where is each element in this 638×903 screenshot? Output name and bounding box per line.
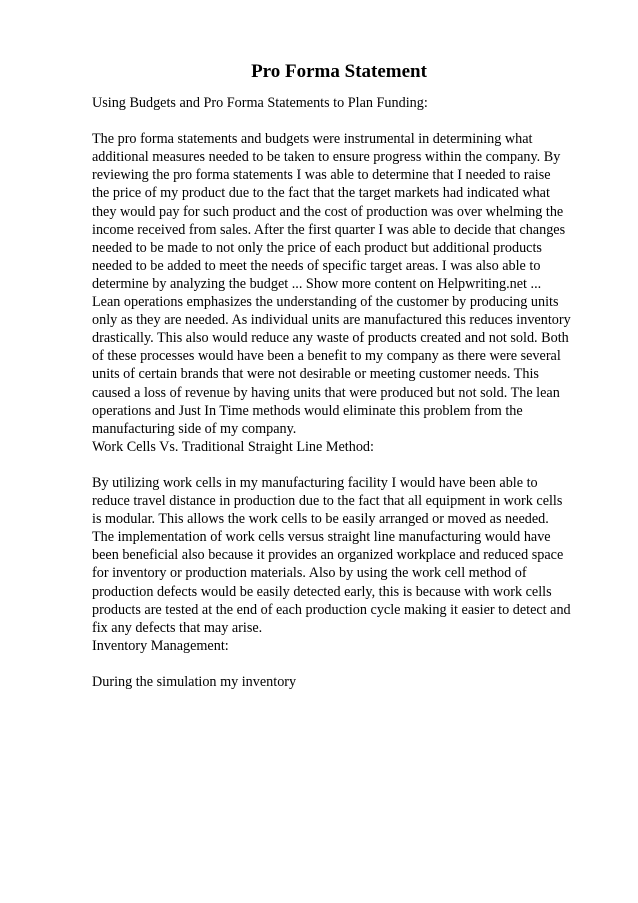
paragraph-budgets: The pro forma statements and budgets were instrumental in determining what additional measures needed to be taken to ensure progress within the company. By reviewing the pro forma statements I was able to determine that I needed to raise the price of my product due to the fact that the target markets had indicated what they would pay for such product and the cost of production was over whelming the income received from sales. After the first quarter I was able to decide that changes needed to be made to not only the price of each product but additional products needed to be added to meet the needs of specific target areas. I was also able to determine by analyzing the budget ... Show more content on Helpwriting.net ... Lean operations emphasizes the understanding of the customer by producing units only as they are needed. As individual units are manufactured this reduces inventory drastically. This also would reduce any waste of products created and not sold. Both of these processes would have been a benefit to my company as there were several units of certain brands that were not desirable or meeting customer needs. This caused a loss of revenue by having units that were produced but not sold. The lean operations and Just In Time methods would eliminate this problem from the manufacturing side of my company. (92, 131, 571, 437)
paragraph-gap (92, 456, 592, 474)
paragraph-gap (92, 655, 592, 673)
section-heading-work-cells: Work Cells Vs. Traditional Straight Line Method: (92, 438, 374, 455)
document-body (92, 94, 592, 691)
paragraph-inventory: During the simulation my inventory (92, 674, 297, 690)
paragraph-gap (92, 112, 592, 130)
paragraph-work-cells: By utilizing work cells in my manufacturing facility I would have been able to reduce travel distance in production due to the fact that all equipment in work cells is modular. This allows the work cells to be easily arranged or moved as needed. The implementation of work cells versus straight line manufacturing would have been beneficial also because it provides an organized workplace and reduced space for inventory or production materials. Also by using the work cell method of production defects would be easily detected early, this is because with work cells products are tested at the end of each production cycle making it easier to detect and fix any defects that may arise. (92, 474, 571, 636)
section-heading-inventory: Inventory Management: (92, 637, 229, 654)
section-heading-budgets: Using Budgets and Pro Forma Statements to Plan Funding: (92, 95, 428, 111)
document-title: Pro Forma Statement (251, 61, 427, 82)
